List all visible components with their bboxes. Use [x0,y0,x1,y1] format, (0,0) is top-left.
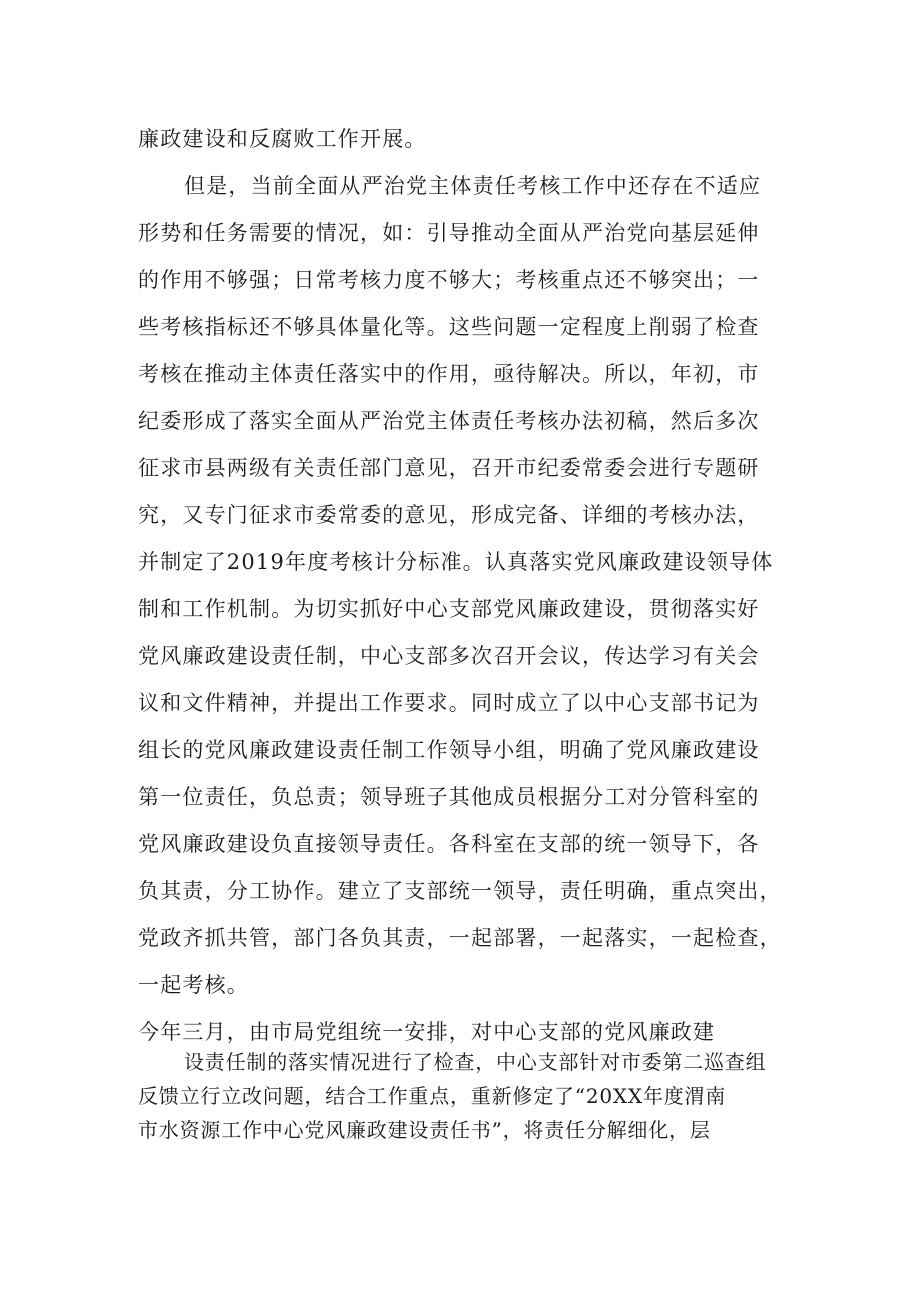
text-line: 第一位责任，负总责；领导班子其他成员根据分工对分管科室的 [138,785,760,809]
text-line: 负其责，分工协作。建立了支部统一领导，责任明确，重点突出， [138,879,782,903]
text-line: 制和工作机制。为切实抓好中心支部党风廉政建设，贯彻落实好 [138,597,760,621]
text-line: 市水资源工作中心党风廉政建设责任书”，将责任分解细化，层 [138,1118,711,1142]
text-line: 些考核指标还不够具体量化等。这些问题一定程度上削弱了检查 [138,315,760,339]
text-line: 纪委形成了落实全面从严治党主体责任考核办法初稿，然后多次 [138,409,760,433]
paragraph-first-line: 设责任制的落实情况进行了检查，中心支部针对市委第二巡查组 [184,1050,767,1074]
text-line: 一起考核。 [138,973,249,997]
text-line: 党政齐抓共管，部门各负其责，一起部署，一起落实，一起检查， [138,926,782,950]
text-line: 党风廉政建设负直接领导责任。各科室在支部的统一领导下，各 [138,832,760,856]
text-line: 并制定了2019年度考核计分标准。认真落实党风廉政建设领导体 [138,550,774,574]
text-line: 议和文件精神，并提出工作要求。同时成立了以中心支部书记为 [138,691,760,715]
text-line: 今年三月，由市局党组统一安排，对中心支部的党风廉政建 [138,1020,716,1044]
text-line: 反馈立行立改问题，结合工作重点，重新修定了“20XX年度渭南 [138,1084,727,1108]
text-line: 形势和任务需要的情况，如：引导推动全面从严治党向基层延伸 [138,221,760,245]
text-line: 的作用不够强；日常考核力度不够大；考核重点还不够突出；一 [138,268,760,292]
text-line: 考核在推动主体责任落实中的作用，亟待解决。所以，年初，市 [138,362,760,386]
text-line: 究，又专门征求市委常委的意见，形成完备、详细的考核办法， [138,503,760,527]
text-line: 党风廉政建设责任制，中心支部多次召开会议，传达学习有关会 [138,644,760,668]
text-line: 廉政建设和反腐败工作开展。 [138,127,427,151]
text-line: 征求市县两级有关责任部门意见，召开市纪委常委会进行专题研 [138,456,760,480]
text-line: 组长的党风廉政建设责任制工作领导小组，明确了党风廉政建设 [138,738,760,762]
paragraph-first-line: 但是，当前全面从严治党主体责任考核工作中还存在不适应 [184,174,762,198]
